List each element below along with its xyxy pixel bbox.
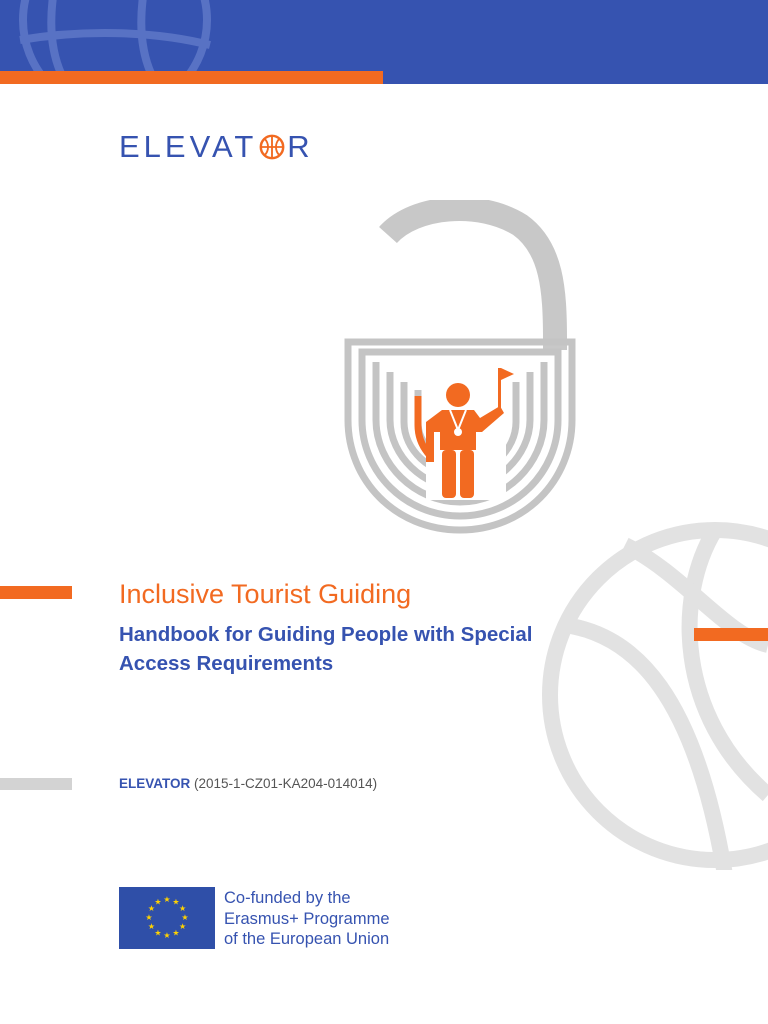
logo-text-mid: AT	[211, 129, 258, 164]
page-title: Inclusive Tourist Guiding	[119, 579, 412, 609]
logo-text-suffix: R	[287, 129, 314, 164]
funding-line-3: of the European Union	[224, 930, 390, 948]
project-reference	[119, 775, 377, 793]
elevator-logo	[119, 130, 314, 165]
project-name: ELEVATOR	[119, 776, 191, 791]
svg-text:★: ★	[163, 895, 171, 904]
basketball-icon	[258, 133, 286, 161]
svg-text:★: ★	[172, 897, 180, 907]
right-orange-bar	[694, 628, 768, 641]
left-grey-bar	[0, 778, 72, 790]
left-orange-bar	[0, 586, 72, 599]
svg-text:★: ★	[154, 897, 162, 907]
svg-text:★: ★	[163, 931, 171, 940]
svg-text:★: ★	[154, 928, 162, 938]
subtitle-line-1: Handbook for Guiding People with Special	[119, 623, 533, 646]
logo-text-prefix: ELEV	[119, 129, 212, 164]
svg-text:★: ★	[181, 913, 189, 922]
subtitle-line-2: Access Requirements	[119, 652, 334, 675]
project-code: (2015-1-CZ01-KA204-014014)	[194, 776, 378, 791]
svg-text:★: ★	[145, 913, 153, 922]
basketball-deco-icon	[525, 515, 768, 870]
svg-text:★: ★	[147, 922, 155, 931]
funding-statement	[224, 888, 390, 950]
svg-text:★: ★	[172, 928, 180, 938]
svg-text:★: ★	[147, 904, 155, 913]
page-subtitle	[119, 620, 639, 678]
funding-line-2: Erasmus+ Programme	[224, 909, 390, 928]
eu-flag-icon	[119, 887, 215, 949]
funding-line-1: Co-funded by the	[224, 889, 351, 907]
header-orange-bar	[0, 71, 383, 84]
svg-text:★: ★	[179, 922, 187, 931]
padlock-maze-guide-icon	[330, 200, 590, 545]
svg-text:★: ★	[179, 904, 187, 913]
